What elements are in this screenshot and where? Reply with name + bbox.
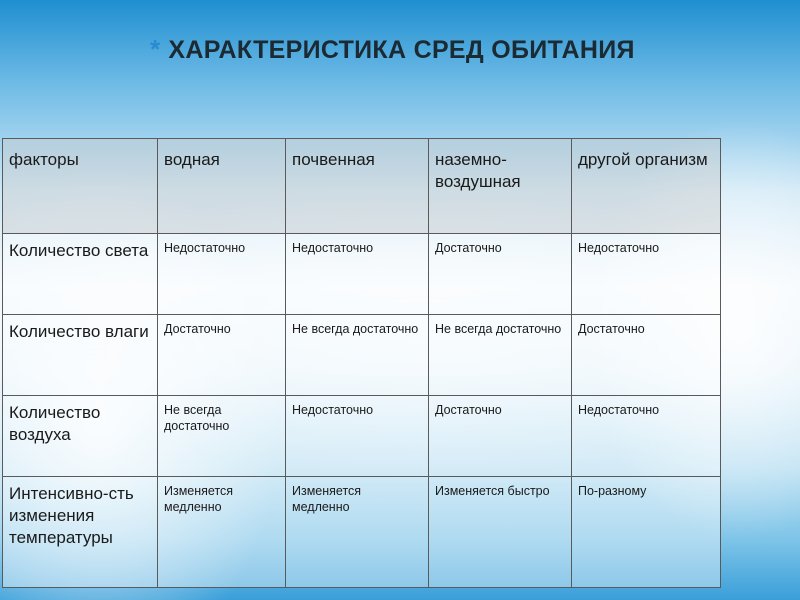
bullet-star-icon: *	[150, 34, 161, 64]
table-cell: Недостаточно	[286, 396, 429, 477]
row-factor-cell: Количество влаги	[3, 315, 158, 396]
table-header-row	[3, 139, 721, 234]
slide-title	[150, 34, 635, 65]
table-cell: Не всегда достаточно	[158, 396, 286, 477]
table-cell: Изменяется медленно	[286, 477, 429, 588]
table-cell: Недостаточно	[286, 234, 429, 315]
table-cell: Достаточно	[572, 315, 721, 396]
table-row	[3, 234, 721, 315]
table-row	[3, 315, 721, 396]
table-row	[3, 477, 721, 588]
table-cell: Не всегда достаточно	[429, 315, 572, 396]
header-ground-air: наземно-воздушная	[429, 139, 572, 234]
row-factor-cell: Интенсивно-сть изменения температуры	[3, 477, 158, 588]
row-factor-cell: Количество воздуха	[3, 396, 158, 477]
header-other-organism: другой организм	[572, 139, 721, 234]
row-factor-cell: Количество света	[3, 234, 158, 315]
table-cell: Изменяется быстро	[429, 477, 572, 588]
table-cell: Изменяется медленно	[158, 477, 286, 588]
table-cell: Достаточно	[158, 315, 286, 396]
table-cell: Не всегда достаточно	[286, 315, 429, 396]
table-cell: Достаточно	[429, 234, 572, 315]
table-cell: Достаточно	[429, 396, 572, 477]
table-row	[3, 396, 721, 477]
header-water: водная	[158, 139, 286, 234]
table-cell: Недостаточно	[158, 234, 286, 315]
header-factors: факторы	[3, 139, 158, 234]
slide-title-text: ХАРАКТЕРИСТИКА СРЕД ОБИТАНИЯ	[168, 36, 635, 64]
habitat-table	[2, 138, 721, 588]
table-cell: Недостаточно	[572, 396, 721, 477]
table-cell: Недостаточно	[572, 234, 721, 315]
header-soil: почвенная	[286, 139, 429, 234]
table-cell: По-разному	[572, 477, 721, 588]
